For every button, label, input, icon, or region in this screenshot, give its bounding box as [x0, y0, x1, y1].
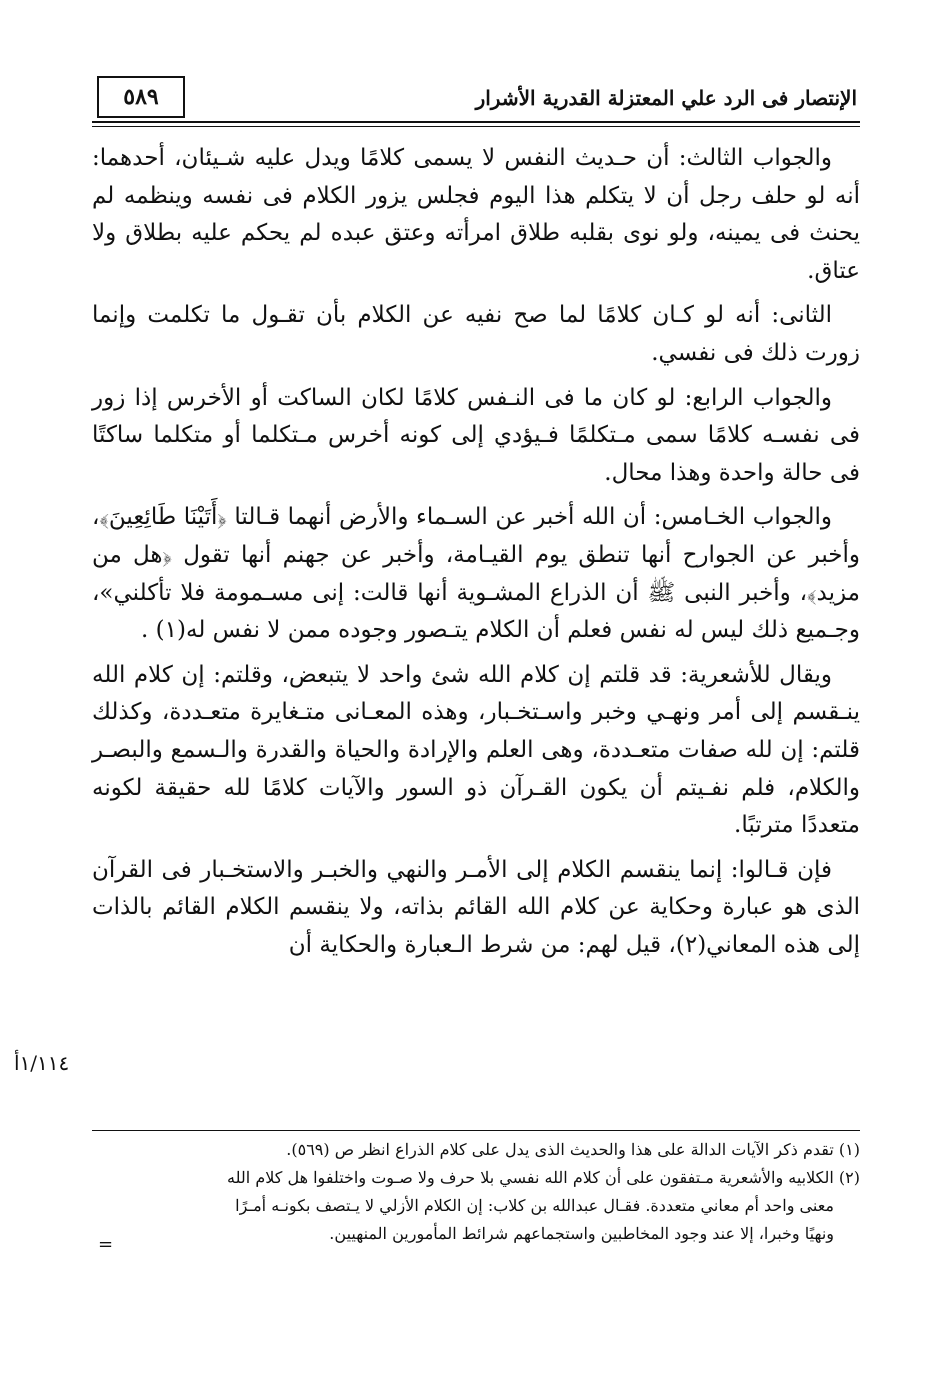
footnote-rule [92, 1130, 860, 1131]
paragraph-to-ashariyya: ويقال للأشعرية: قد قلتم إن كلام الله شئ واحد لا يتبعض، وقلتم: إن كلام الله ينـقسم إلى أمر ونهـي وخبر واسـتخـبار، وهذه المعـانى متـغايرة متعـددة، وكذلك قلتم: إن لله صفات متعـددة، وهى العلم والإرادة والحياة والقدرة والـسمع والبصـر والكلام، فلم نفـيتم أن يكون القـرآن ذو السور والآيات كلامًا لله حقيقة لكونه متعددًا مترتبًا. [92, 661, 860, 839]
paragraph-fifth-answer: والجواب الخـامس: أن الله أخبر عن السـماء والأرض أنهما قـالتا ﴿أَتَيْنَا طَائِعِينَ﴾، وأخبر عن الجوارح أنها تنطق يوم القيـامة، وأخبر عن جهنم أنها تقول ﴿هل من مزيد﴾، وأخبر النبى ﷺ أن الذراع المشـوية أنها قالت: إنى مسـمومة فلا تأكلني»، وجـميع ذلك ليس له نفس فعلم أن الكلام يتـصور وجوده ممن لا نفس له(١) . [92, 504, 860, 644]
paragraph-second-point: الثانى: أنه لو كـان كلامًا لما صح نفيه عن الكلام بأن تقـول ما تكلمت وإنما زورت ذلك فى نفسي. [92, 302, 860, 366]
page-number: ٥٨٩ [97, 76, 185, 118]
footnote-2-line-3: ونهيًا وخبرا، إلا عند وجود المخاطبين واستجماعهم شرائط المأمورين المنهيين. [329, 1224, 834, 1243]
header-rule-thin [92, 126, 860, 127]
running-header-title: الإنتصار فى الرد علي المعتزلة القدرية الأشرار [475, 86, 857, 110]
footnote-2-line-2: معنى واحد أم معاني متعددة. فقـال عبدالله بن كلاب: إن الكلام الأزلي لا يـتصف بكونـه أمـرًا [235, 1196, 834, 1215]
footnotes [92, 1136, 860, 1248]
continuation-mark: = [98, 1234, 114, 1255]
footnote-1: (١) تقدم ذكر الآيات الدالة على هذا والحديث الذى يدل على كلام الذراع انظر ص (٥٦٩). [286, 1140, 860, 1159]
body-text [92, 140, 860, 971]
paragraph-fourth-answer: والجواب الرابع: لو كان ما فى النـفس كلامًا لكان الساكت أو الأخرس إذا زور فى نفسـه كلامًا سمى مـتكلمًا فـيؤدي إلى كونه أخرس مـتكلما أو متكلما ساكتًا فى حالة واحدة وهذا محال. [92, 384, 860, 486]
manuscript-folio-note: ١/١١٤أ [14, 1051, 70, 1075]
footnote-2: (٢) الكلابيه والأشعرية مـتفقون على أن كلام الله نفسي بلا حرف ولا صـوت واختلفوا هل كلام الله [227, 1168, 860, 1187]
paragraph-third-answer: والجواب الثالث: أن حـديث النفس لا يسمى كلامًا ويدل عليه شـيئان، أحدهما: أنه لو حلف رجل أن لا يتكلم هذا اليوم فجلس يزور الكلام فى نفسه وينظمه لم يحنث فى يمينه، ولو نوى بقلبه طلاق امرأته وعتق عبده لم يحكم عليه بطلاق ولا عتاق. [92, 145, 860, 284]
paragraph-if-they-say: فإن قـالوا: إنما ينقسم الكلام إلى الأمـر والنهي والخبـر والاستخـبار فى القرآن الذى هو عبارة وحكاية عن كلام الله القائم بذاته، ولا ينقسم الكلام القائم بالذات إلى هذه المعاني(٢)، قيل لهم: من شرط الـعبارة والحكاية أن [92, 856, 860, 958]
header-rule [92, 121, 860, 123]
